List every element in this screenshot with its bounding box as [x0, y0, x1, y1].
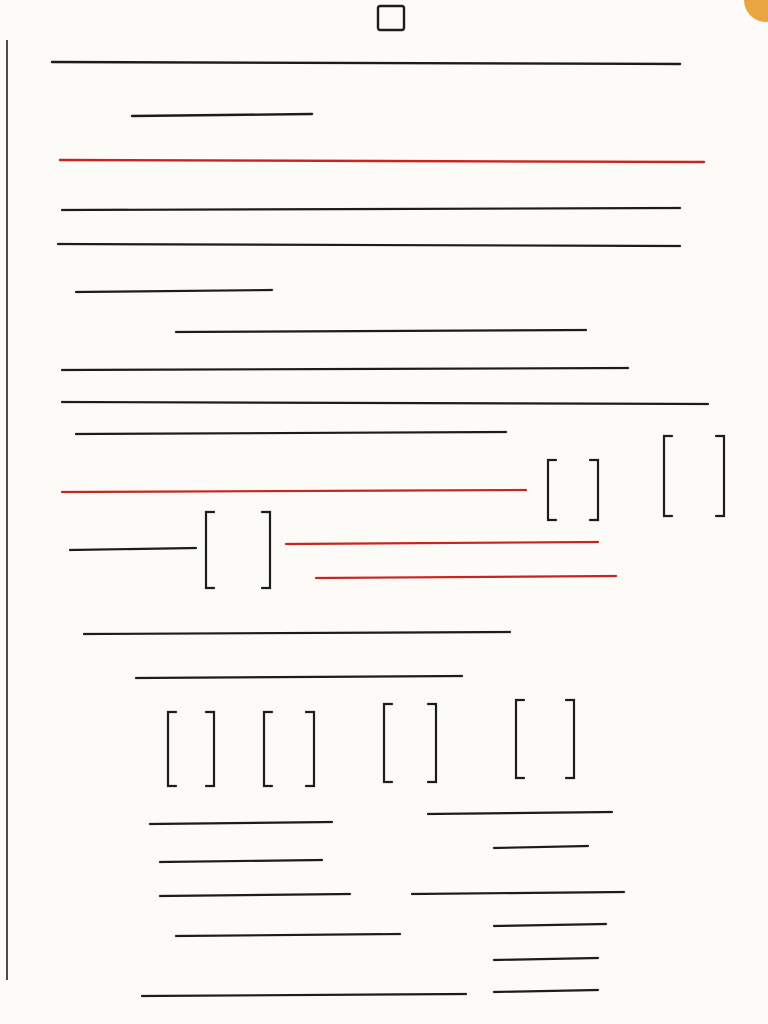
page-number-box — [378, 6, 404, 30]
definition-line-5 — [62, 368, 628, 370]
definition-line-6 — [62, 402, 708, 404]
example-line-left — [70, 548, 196, 550]
definition-line-3 — [76, 290, 272, 292]
result-line-4 — [494, 924, 606, 926]
result-line-5 — [494, 958, 598, 960]
conclusion-line — [142, 994, 466, 996]
definition-line-7 — [76, 432, 506, 434]
subheading-line — [60, 160, 704, 162]
equation-line-4 — [176, 934, 400, 936]
example-vector-1 — [548, 460, 598, 520]
definition-line-2 — [58, 244, 680, 246]
result-line-6 — [494, 990, 598, 992]
equation-line-3 — [160, 894, 350, 896]
heading-line-1 — [52, 62, 680, 64]
example-line-1 — [62, 490, 526, 492]
result-line-2 — [494, 846, 588, 848]
example-vector-2 — [664, 436, 724, 516]
working-line-2 — [136, 676, 462, 678]
working-line-1 — [84, 632, 510, 634]
equation-line-1 — [150, 822, 332, 824]
definition-line-1 — [62, 208, 680, 210]
example-line-3 — [316, 576, 616, 578]
result-line-1 — [428, 812, 612, 814]
definition-line-4 — [176, 330, 586, 332]
example-line-2 — [286, 542, 598, 544]
result-line-3 — [412, 892, 624, 894]
matrix-equation — [168, 700, 574, 786]
example-vector-3 — [206, 512, 270, 588]
equation-line-2 — [160, 860, 322, 862]
heading-line-2 — [132, 114, 312, 116]
